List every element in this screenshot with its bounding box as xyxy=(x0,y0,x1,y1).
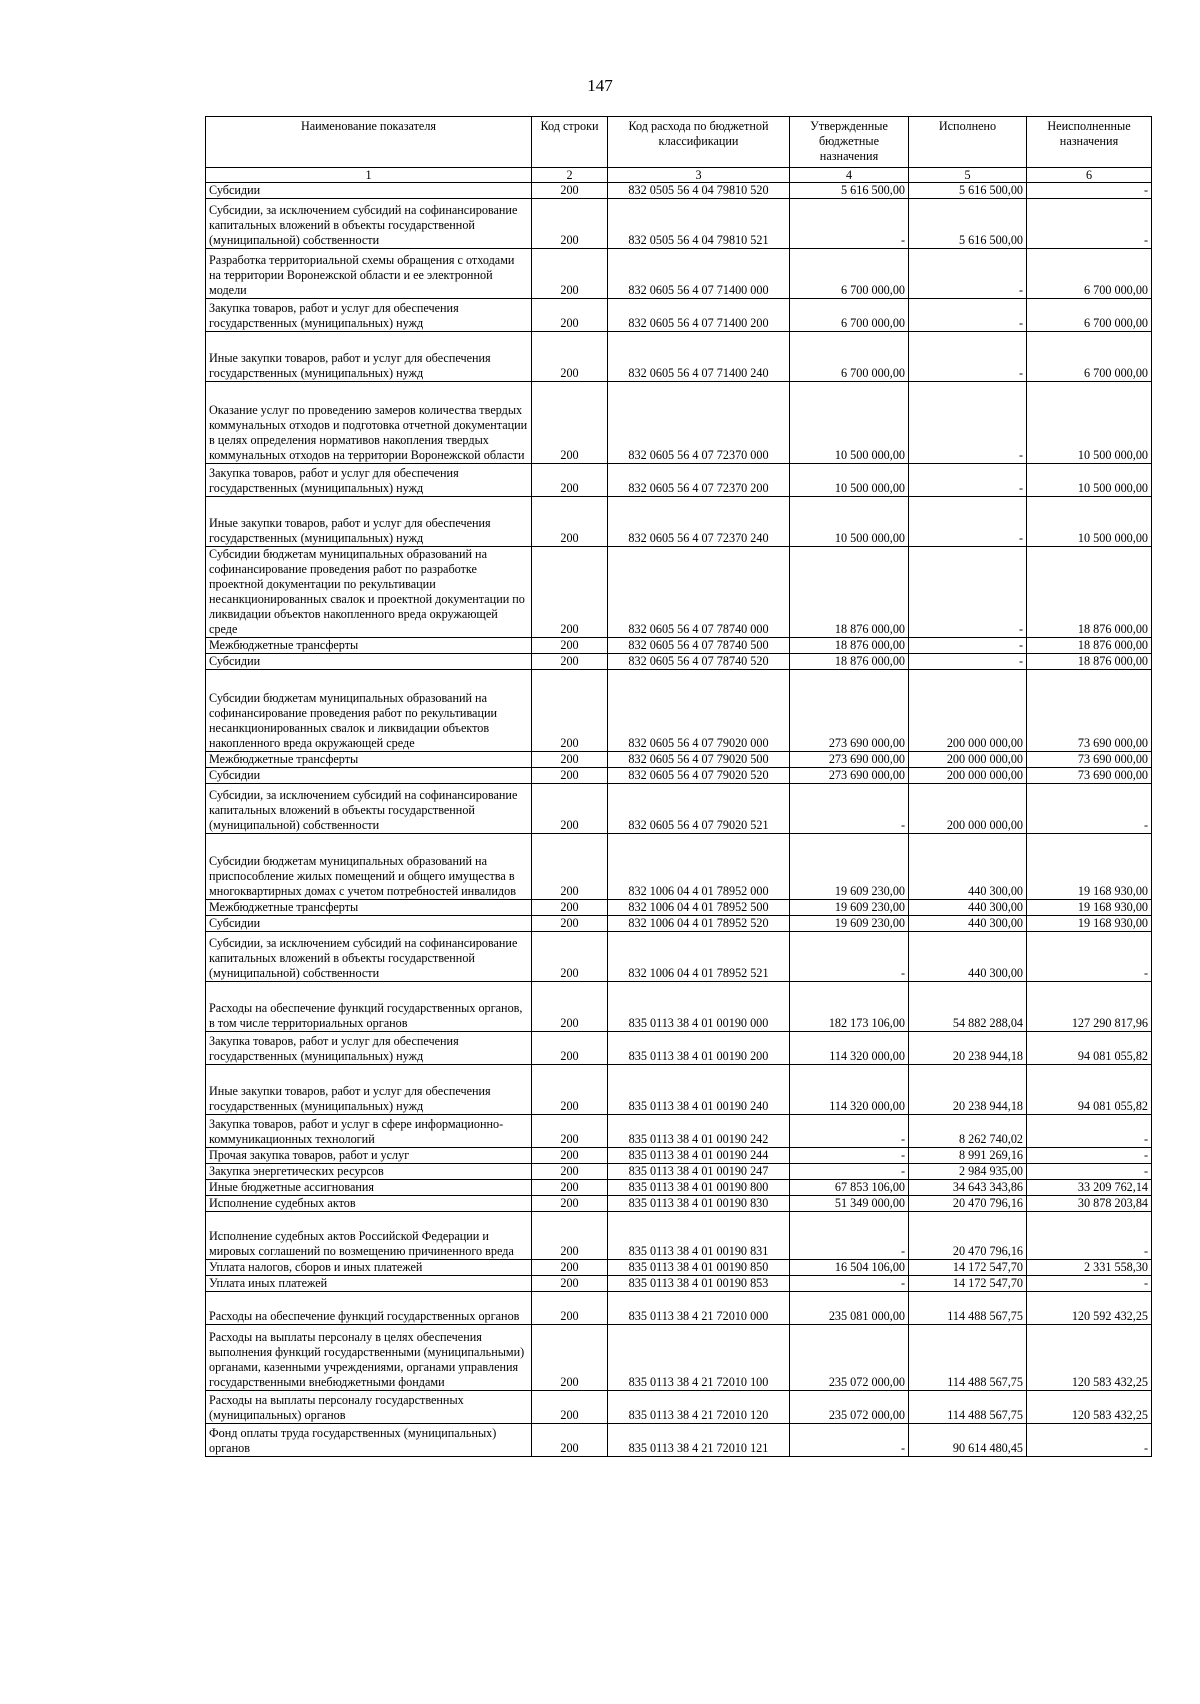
row-name: Расходы на обеспечение функций государственных органов xyxy=(206,1292,532,1325)
row-line-code: 200 xyxy=(532,183,608,199)
table-row xyxy=(206,1325,1152,1391)
row-line-code: 200 xyxy=(532,1032,608,1065)
row-expense-code: 835 0113 38 4 21 72010 000 xyxy=(608,1292,790,1325)
row-expense-code: 832 1006 04 4 01 78952 520 xyxy=(608,916,790,932)
row-line-code: 200 xyxy=(532,916,608,932)
row-expense-code: 835 0113 38 4 01 00190 831 xyxy=(608,1212,790,1260)
table-row xyxy=(206,916,1152,932)
table-row xyxy=(206,1260,1152,1276)
row-approved: - xyxy=(790,784,909,834)
row-executed: - xyxy=(909,497,1027,547)
row-expense-code: 835 0113 38 4 21 72010 100 xyxy=(608,1325,790,1391)
header-approved: Утвержденные бюджетные назначения xyxy=(790,117,909,168)
table-row xyxy=(206,1148,1152,1164)
row-name: Иные закупки товаров, работ и услуг для обеспечения государственных (муниципальных) нужд xyxy=(206,497,532,547)
row-executed: 114 488 567,75 xyxy=(909,1292,1027,1325)
row-name: Расходы на выплаты персоналу государственных (муниципальных) органов xyxy=(206,1391,532,1424)
table-row xyxy=(206,1212,1152,1260)
row-expense-code: 835 0113 38 4 01 00190 830 xyxy=(608,1196,790,1212)
row-unexecuted: - xyxy=(1027,932,1152,982)
row-executed: 34 643 343,86 xyxy=(909,1180,1027,1196)
row-approved: 51 349 000,00 xyxy=(790,1196,909,1212)
row-line-code: 200 xyxy=(532,1260,608,1276)
row-approved: - xyxy=(790,1212,909,1260)
table-row xyxy=(206,670,1152,752)
row-unexecuted: 19 168 930,00 xyxy=(1027,834,1152,900)
row-name: Межбюджетные трансферты xyxy=(206,752,532,768)
row-unexecuted: 10 500 000,00 xyxy=(1027,464,1152,497)
row-approved: 18 876 000,00 xyxy=(790,654,909,670)
row-unexecuted: - xyxy=(1027,784,1152,834)
table-row xyxy=(206,1164,1152,1180)
row-unexecuted: 18 876 000,00 xyxy=(1027,547,1152,638)
row-expense-code: 832 0605 56 4 07 72370 200 xyxy=(608,464,790,497)
row-expense-code: 832 0505 56 4 04 79810 520 xyxy=(608,183,790,199)
row-executed: 8 991 269,16 xyxy=(909,1148,1027,1164)
row-unexecuted: - xyxy=(1027,183,1152,199)
row-expense-code: 835 0113 38 4 01 00190 200 xyxy=(608,1032,790,1065)
row-approved: 19 609 230,00 xyxy=(790,916,909,932)
row-name: Иные бюджетные ассигнования xyxy=(206,1180,532,1196)
row-name: Субсидии xyxy=(206,654,532,670)
row-expense-code: 832 0605 56 4 07 78740 520 xyxy=(608,654,790,670)
row-unexecuted: 120 583 432,25 xyxy=(1027,1391,1152,1424)
row-name: Закупка энергетических ресурсов xyxy=(206,1164,532,1180)
table-row xyxy=(206,638,1152,654)
row-expense-code: 835 0113 38 4 01 00190 244 xyxy=(608,1148,790,1164)
table-row xyxy=(206,784,1152,834)
row-executed: 20 470 796,16 xyxy=(909,1212,1027,1260)
row-approved: 5 616 500,00 xyxy=(790,183,909,199)
row-approved: 273 690 000,00 xyxy=(790,670,909,752)
row-unexecuted: 19 168 930,00 xyxy=(1027,916,1152,932)
row-line-code: 200 xyxy=(532,1115,608,1148)
row-line-code: 200 xyxy=(532,1196,608,1212)
row-expense-code: 835 0113 38 4 01 00190 000 xyxy=(608,982,790,1032)
table-row xyxy=(206,1391,1152,1424)
table-row xyxy=(206,768,1152,784)
row-unexecuted: 6 700 000,00 xyxy=(1027,332,1152,382)
row-name: Иные закупки товаров, работ и услуг для обеспечения государственных (муниципальных) нужд xyxy=(206,332,532,382)
row-unexecuted: 10 500 000,00 xyxy=(1027,497,1152,547)
row-unexecuted: 10 500 000,00 xyxy=(1027,382,1152,464)
column-number: 3 xyxy=(608,168,790,183)
row-expense-code: 835 0113 38 4 01 00190 800 xyxy=(608,1180,790,1196)
row-approved: 273 690 000,00 xyxy=(790,752,909,768)
row-line-code: 200 xyxy=(532,1424,608,1457)
header-unexecuted: Неисполненные назначения xyxy=(1027,117,1152,168)
row-expense-code: 835 0113 38 4 21 72010 120 xyxy=(608,1391,790,1424)
row-name: Оказание услуг по проведению замеров количества твердых коммунальных отходов и подготовка отчетной документации в целях определения нормативов накопления твердых коммунальных отходов на территории Воронежской области xyxy=(206,382,532,464)
row-expense-code: 835 0113 38 4 21 72010 121 xyxy=(608,1424,790,1457)
row-executed: 440 300,00 xyxy=(909,932,1027,982)
row-expense-code: 832 0605 56 4 07 79020 521 xyxy=(608,784,790,834)
row-expense-code: 832 0605 56 4 07 79020 500 xyxy=(608,752,790,768)
row-approved: 16 504 106,00 xyxy=(790,1260,909,1276)
row-name: Субсидии xyxy=(206,916,532,932)
row-line-code: 200 xyxy=(532,638,608,654)
table-row xyxy=(206,497,1152,547)
row-unexecuted: 2 331 558,30 xyxy=(1027,1260,1152,1276)
row-name: Субсидии бюджетам муниципальных образований на софинансирование проведения работ по рекультивации несанкционированных свалок и ликвидации объектов накопленного вреда окружающей среде xyxy=(206,670,532,752)
row-unexecuted: 94 081 055,82 xyxy=(1027,1065,1152,1115)
row-expense-code: 832 0605 56 4 07 72370 000 xyxy=(608,382,790,464)
row-approved: 19 609 230,00 xyxy=(790,834,909,900)
row-name: Субсидии, за исключением субсидий на софинансирование капитальных вложений в объекты государственной (муниципальной) собственности xyxy=(206,784,532,834)
row-expense-code: 832 0605 56 4 07 71400 200 xyxy=(608,299,790,332)
row-name: Субсидии бюджетам муниципальных образований на приспособление жилых помещений и общего имущества в многоквартирных домах с учетом потребностей инвалидов xyxy=(206,834,532,900)
table-row xyxy=(206,1065,1152,1115)
row-approved: 235 072 000,00 xyxy=(790,1391,909,1424)
row-executed: - xyxy=(909,638,1027,654)
row-line-code: 200 xyxy=(532,249,608,299)
row-name: Разработка территориальной схемы обращения с отходами на территории Воронежской области и ее электронной модели xyxy=(206,249,532,299)
page-number: 147 xyxy=(587,76,613,95)
row-expense-code: 832 0605 56 4 07 78740 500 xyxy=(608,638,790,654)
row-executed: 90 614 480,45 xyxy=(909,1424,1027,1457)
row-executed: 2 984 935,00 xyxy=(909,1164,1027,1180)
table-row xyxy=(206,299,1152,332)
table-row xyxy=(206,1032,1152,1065)
row-unexecuted: 19 168 930,00 xyxy=(1027,900,1152,916)
row-approved: - xyxy=(790,1424,909,1457)
table-body xyxy=(206,183,1152,1457)
table-row xyxy=(206,464,1152,497)
row-expense-code: 835 0113 38 4 01 00190 240 xyxy=(608,1065,790,1115)
row-executed: 200 000 000,00 xyxy=(909,752,1027,768)
row-unexecuted: 127 290 817,96 xyxy=(1027,982,1152,1032)
row-name: Субсидии, за исключением субсидий на софинансирование капитальных вложений в объекты государственной (муниципальной) собственности xyxy=(206,932,532,982)
row-expense-code: 832 0605 56 4 07 79020 520 xyxy=(608,768,790,784)
row-approved: - xyxy=(790,1164,909,1180)
row-line-code: 200 xyxy=(532,497,608,547)
row-executed: - xyxy=(909,382,1027,464)
row-name: Закупка товаров, работ и услуг в сфере информационно-коммуникационных технологий xyxy=(206,1115,532,1148)
row-expense-code: 835 0113 38 4 01 00190 853 xyxy=(608,1276,790,1292)
row-line-code: 200 xyxy=(532,670,608,752)
row-unexecuted: - xyxy=(1027,199,1152,249)
row-approved: 235 072 000,00 xyxy=(790,1325,909,1391)
row-approved: 6 700 000,00 xyxy=(790,249,909,299)
header-line-code: Код строки xyxy=(532,117,608,168)
row-name: Иные закупки товаров, работ и услуг для обеспечения государственных (муниципальных) нужд xyxy=(206,1065,532,1115)
header-executed: Исполнено xyxy=(909,117,1027,168)
row-expense-code: 832 0605 56 4 07 71400 240 xyxy=(608,332,790,382)
table-row xyxy=(206,1424,1152,1457)
table-row xyxy=(206,1276,1152,1292)
row-line-code: 200 xyxy=(532,784,608,834)
row-line-code: 200 xyxy=(532,1292,608,1325)
table-row xyxy=(206,183,1152,199)
row-line-code: 200 xyxy=(532,299,608,332)
row-approved: 19 609 230,00 xyxy=(790,900,909,916)
column-number: 2 xyxy=(532,168,608,183)
table-row xyxy=(206,547,1152,638)
row-line-code: 200 xyxy=(532,1276,608,1292)
row-line-code: 200 xyxy=(532,1325,608,1391)
table-row xyxy=(206,382,1152,464)
row-executed: 114 488 567,75 xyxy=(909,1391,1027,1424)
row-name: Межбюджетные трансферты xyxy=(206,638,532,654)
row-unexecuted: 30 878 203,84 xyxy=(1027,1196,1152,1212)
row-line-code: 200 xyxy=(532,1180,608,1196)
row-executed: 20 238 944,18 xyxy=(909,1065,1027,1115)
row-name: Субсидии xyxy=(206,183,532,199)
row-line-code: 200 xyxy=(532,932,608,982)
table-row xyxy=(206,752,1152,768)
row-expense-code: 835 0113 38 4 01 00190 242 xyxy=(608,1115,790,1148)
row-executed: - xyxy=(909,299,1027,332)
row-executed: 440 300,00 xyxy=(909,916,1027,932)
row-approved: 67 853 106,00 xyxy=(790,1180,909,1196)
row-unexecuted: - xyxy=(1027,1115,1152,1148)
row-expense-code: 832 1006 04 4 01 78952 500 xyxy=(608,900,790,916)
row-line-code: 200 xyxy=(532,1212,608,1260)
row-expense-code: 832 0605 56 4 07 79020 000 xyxy=(608,670,790,752)
row-executed: 200 000 000,00 xyxy=(909,784,1027,834)
row-executed: - xyxy=(909,654,1027,670)
row-unexecuted: 18 876 000,00 xyxy=(1027,638,1152,654)
row-executed: 5 616 500,00 xyxy=(909,199,1027,249)
row-approved: - xyxy=(790,932,909,982)
row-unexecuted: 120 592 432,25 xyxy=(1027,1292,1152,1325)
row-expense-code: 832 1006 04 4 01 78952 521 xyxy=(608,932,790,982)
row-approved: 6 700 000,00 xyxy=(790,332,909,382)
row-approved: 114 320 000,00 xyxy=(790,1032,909,1065)
row-executed: 5 616 500,00 xyxy=(909,183,1027,199)
row-executed: - xyxy=(909,547,1027,638)
header-name: Наименование показателя xyxy=(206,117,532,168)
row-approved: 18 876 000,00 xyxy=(790,638,909,654)
row-unexecuted: - xyxy=(1027,1148,1152,1164)
row-approved: - xyxy=(790,1115,909,1148)
row-name: Субсидии бюджетам муниципальных образований на софинансирование проведения работ по разработке проектной документации по рекультивации несанкционированных свалок и проектной документации по ликвидации объектов накопленного вреда окружающей среде xyxy=(206,547,532,638)
row-expense-code: 835 0113 38 4 01 00190 247 xyxy=(608,1164,790,1180)
row-unexecuted: 73 690 000,00 xyxy=(1027,752,1152,768)
row-name: Расходы на выплаты персоналу в целях обеспечения выполнения функций государственными (муниципальными) органами, казенными учреждениями, органами управления государственными внебюджетными фондами xyxy=(206,1325,532,1391)
row-unexecuted: 6 700 000,00 xyxy=(1027,299,1152,332)
table-row xyxy=(206,654,1152,670)
row-executed: 440 300,00 xyxy=(909,834,1027,900)
row-executed: 114 488 567,75 xyxy=(909,1325,1027,1391)
row-line-code: 200 xyxy=(532,199,608,249)
row-approved: 10 500 000,00 xyxy=(790,497,909,547)
row-unexecuted: 73 690 000,00 xyxy=(1027,768,1152,784)
table-row xyxy=(206,1115,1152,1148)
row-approved: 182 173 106,00 xyxy=(790,982,909,1032)
table-row xyxy=(206,1180,1152,1196)
row-approved: 10 500 000,00 xyxy=(790,464,909,497)
row-unexecuted: 33 209 762,14 xyxy=(1027,1180,1152,1196)
table-row xyxy=(206,199,1152,249)
table-row xyxy=(206,332,1152,382)
row-expense-code: 832 0605 56 4 07 72370 240 xyxy=(608,497,790,547)
row-line-code: 200 xyxy=(532,1391,608,1424)
row-executed: - xyxy=(909,464,1027,497)
table-row xyxy=(206,982,1152,1032)
row-approved: - xyxy=(790,1276,909,1292)
row-name: Исполнение судебных актов Российской Федерации и мировых соглашений по возмещению причиненного вреда xyxy=(206,1212,532,1260)
row-expense-code: 832 0605 56 4 07 78740 000 xyxy=(608,547,790,638)
table-row xyxy=(206,834,1152,900)
header-expense-code: Код расхода по бюджетной классификации xyxy=(608,117,790,168)
row-line-code: 200 xyxy=(532,382,608,464)
row-executed: - xyxy=(909,332,1027,382)
table-row xyxy=(206,932,1152,982)
row-line-code: 200 xyxy=(532,1065,608,1115)
row-executed: 54 882 288,04 xyxy=(909,982,1027,1032)
row-approved: 18 876 000,00 xyxy=(790,547,909,638)
budget-execution-table xyxy=(205,116,1152,1457)
column-number: 6 xyxy=(1027,168,1152,183)
row-line-code: 200 xyxy=(532,547,608,638)
row-expense-code: 832 0605 56 4 07 71400 000 xyxy=(608,249,790,299)
row-approved: - xyxy=(790,1148,909,1164)
row-expense-code: 835 0113 38 4 01 00190 850 xyxy=(608,1260,790,1276)
column-number-row xyxy=(206,168,1152,183)
row-name: Фонд оплаты труда государственных (муниципальных) органов xyxy=(206,1424,532,1457)
row-unexecuted: 73 690 000,00 xyxy=(1027,670,1152,752)
column-number: 5 xyxy=(909,168,1027,183)
row-name: Расходы на обеспечение функций государственных органов, в том числе территориальных органов xyxy=(206,982,532,1032)
row-expense-code: 832 0505 56 4 04 79810 521 xyxy=(608,199,790,249)
row-line-code: 200 xyxy=(532,900,608,916)
row-line-code: 200 xyxy=(532,768,608,784)
row-executed: 20 238 944,18 xyxy=(909,1032,1027,1065)
row-executed: 20 470 796,16 xyxy=(909,1196,1027,1212)
row-unexecuted: - xyxy=(1027,1424,1152,1457)
row-unexecuted: 120 583 432,25 xyxy=(1027,1325,1152,1391)
row-approved: 10 500 000,00 xyxy=(790,382,909,464)
row-unexecuted: - xyxy=(1027,1276,1152,1292)
row-line-code: 200 xyxy=(532,982,608,1032)
row-name: Исполнение судебных актов xyxy=(206,1196,532,1212)
row-name: Закупка товаров, работ и услуг для обеспечения государственных (муниципальных) нужд xyxy=(206,464,532,497)
row-name: Прочая закупка товаров, работ и услуг xyxy=(206,1148,532,1164)
table-row xyxy=(206,249,1152,299)
row-line-code: 200 xyxy=(532,1164,608,1180)
table-row xyxy=(206,1196,1152,1212)
row-executed: 200 000 000,00 xyxy=(909,670,1027,752)
row-unexecuted: 94 081 055,82 xyxy=(1027,1032,1152,1065)
row-line-code: 200 xyxy=(532,834,608,900)
row-approved: 235 081 000,00 xyxy=(790,1292,909,1325)
row-approved: - xyxy=(790,199,909,249)
column-number: 4 xyxy=(790,168,909,183)
row-approved: 6 700 000,00 xyxy=(790,299,909,332)
row-unexecuted: - xyxy=(1027,1164,1152,1180)
row-name: Уплата иных платежей xyxy=(206,1276,532,1292)
row-executed: 8 262 740,02 xyxy=(909,1115,1027,1148)
row-unexecuted: 6 700 000,00 xyxy=(1027,249,1152,299)
row-unexecuted: 18 876 000,00 xyxy=(1027,654,1152,670)
row-executed: - xyxy=(909,249,1027,299)
row-line-code: 200 xyxy=(532,1148,608,1164)
row-approved: 114 320 000,00 xyxy=(790,1065,909,1115)
table-header-row xyxy=(206,117,1152,168)
row-unexecuted: - xyxy=(1027,1212,1152,1260)
row-approved: 273 690 000,00 xyxy=(790,768,909,784)
row-executed: 14 172 547,70 xyxy=(909,1276,1027,1292)
row-line-code: 200 xyxy=(532,752,608,768)
row-name: Закупка товаров, работ и услуг для обеспечения государственных (муниципальных) нужд xyxy=(206,299,532,332)
row-executed: 440 300,00 xyxy=(909,900,1027,916)
row-name: Уплата налогов, сборов и иных платежей xyxy=(206,1260,532,1276)
row-line-code: 200 xyxy=(532,654,608,670)
table-row xyxy=(206,900,1152,916)
row-name: Закупка товаров, работ и услуг для обеспечения государственных (муниципальных) нужд xyxy=(206,1032,532,1065)
table-row xyxy=(206,1292,1152,1325)
row-line-code: 200 xyxy=(532,464,608,497)
row-name: Субсидии, за исключением субсидий на софинансирование капитальных вложений в объекты государственной (муниципальной) собственности xyxy=(206,199,532,249)
row-expense-code: 832 1006 04 4 01 78952 000 xyxy=(608,834,790,900)
row-name: Субсидии xyxy=(206,768,532,784)
row-executed: 14 172 547,70 xyxy=(909,1260,1027,1276)
row-line-code: 200 xyxy=(532,332,608,382)
row-name: Межбюджетные трансферты xyxy=(206,900,532,916)
column-number: 1 xyxy=(206,168,532,183)
row-executed: 200 000 000,00 xyxy=(909,768,1027,784)
